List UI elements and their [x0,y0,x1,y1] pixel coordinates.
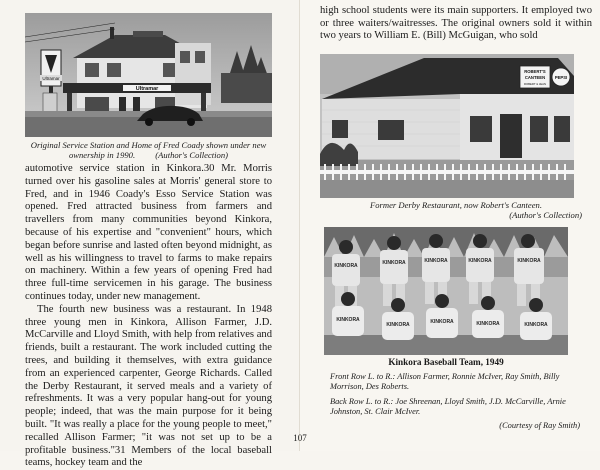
right-top-text [320,5,592,43]
ultramar-sign-text: Ultramar [42,76,60,81]
jersey-text: KINKORA [476,321,500,327]
service-station-illustration [25,13,272,137]
caption-attribution: (Author's Collection) [155,150,229,160]
caption-line-2: ownership in 1990. [68,150,136,160]
left-body-text [25,163,272,470]
back-row-roster: Back Row L. to R.: Joe Shreenan, Lloyd Smith, J.D. McCarville, Arnie Johnston, St. Clair McIver. [330,397,566,416]
jersey-text: KINKORA [430,319,454,325]
paragraph-continuation: high school students were its main supporters. It employed two or three waiters/waitresses. The original owners sold it within two years to William E. (Bill) McGuigan, who sold [320,5,592,42]
left-page [0,0,300,469]
restaurant-photo [320,54,574,198]
jersey-text: KINKORA [517,258,541,264]
jersey-text: KINKORA [424,258,448,264]
baseball-team-illustration [324,227,568,355]
restaurant-illustration [320,54,574,198]
caption-line-1: Original Service Station and Home of Fred Coady shown under new [30,140,267,150]
restaurant-caption-attribution: (Author's Collection) [509,210,582,220]
jersey-text: KINKORA [386,322,410,328]
jersey-text: KINKORA [468,258,492,264]
paragraph-service-station: automotive service station in Kinkora.30 Mr. Morris turned over his gasoline sales at Morris' general store to Fred, and in 1946 Coady's Esso Service Station was opened. Fred attracted business from farmers and travellers from many communities beyond Kinkora, because of his expertise and "convenient" hours, which began before sunrise and lasted often beyond midnight, as well as his willingness to travel to farms to make repairs on machinery. Within a few years of opening Fred had three full-time servicemen in his garage. The business continues today, under new management. [25,163,272,302]
service-station-caption [25,140,272,160]
canteen-sign-line-3: ROBERT & JEAN [523,82,547,86]
jersey-text: KINKORA [336,317,360,323]
jersey-text: KINKORA [334,263,358,269]
front-row-roster: Front Row L. to R.: Allison Farmer, Ronnie McIver, Ray Smith, Billy Morrison, Des Roberts. [330,372,560,391]
restaurant-caption-line: Former Derby Restaurant, now Robert's Canteen. [369,200,543,210]
restaurant-caption [320,200,592,220]
paragraph-restaurant: The fourth new business was a restaurant. In 1948 three young men in Kinkora, Allison Farmer, J.D. McCarville and Lloyd Smith, with help from relatives and friends, built a restaurant. The work included cutting the trees, and building it themselves, with extra guidance from an experienced carpenter, George Richards. Called the Derby Restaurant, it served meals and a variety of refreshments. It was a very popular hang-out for young people; indeed, that was the main purpose for it being built. "It was really a place for the young people to meet," recalled Allison Farmer; "it was not set up to be a profitable business."31 Members of the local baseball teams, hockey team and the [25,303,272,469]
team-photo-courtesy: (Courtesy of Ray Smith) [499,421,580,430]
jersey-text: KINKORA [524,322,548,328]
baseball-team-photo [324,227,568,355]
right-page [293,0,600,451]
pepsi-sign: PEPSI [554,75,568,80]
team-photo-title: Kinkora Baseball Team, 1949 [388,357,504,367]
station-canopy-sign: Ultramar [135,86,159,92]
page-number: 107 [293,433,307,443]
canteen-sign-line-1: ROBERT'S [524,69,546,74]
jersey-text: KINKORA [382,260,406,266]
canteen-sign-line-2: CANTEEN [524,75,546,80]
service-station-photo [25,13,272,137]
